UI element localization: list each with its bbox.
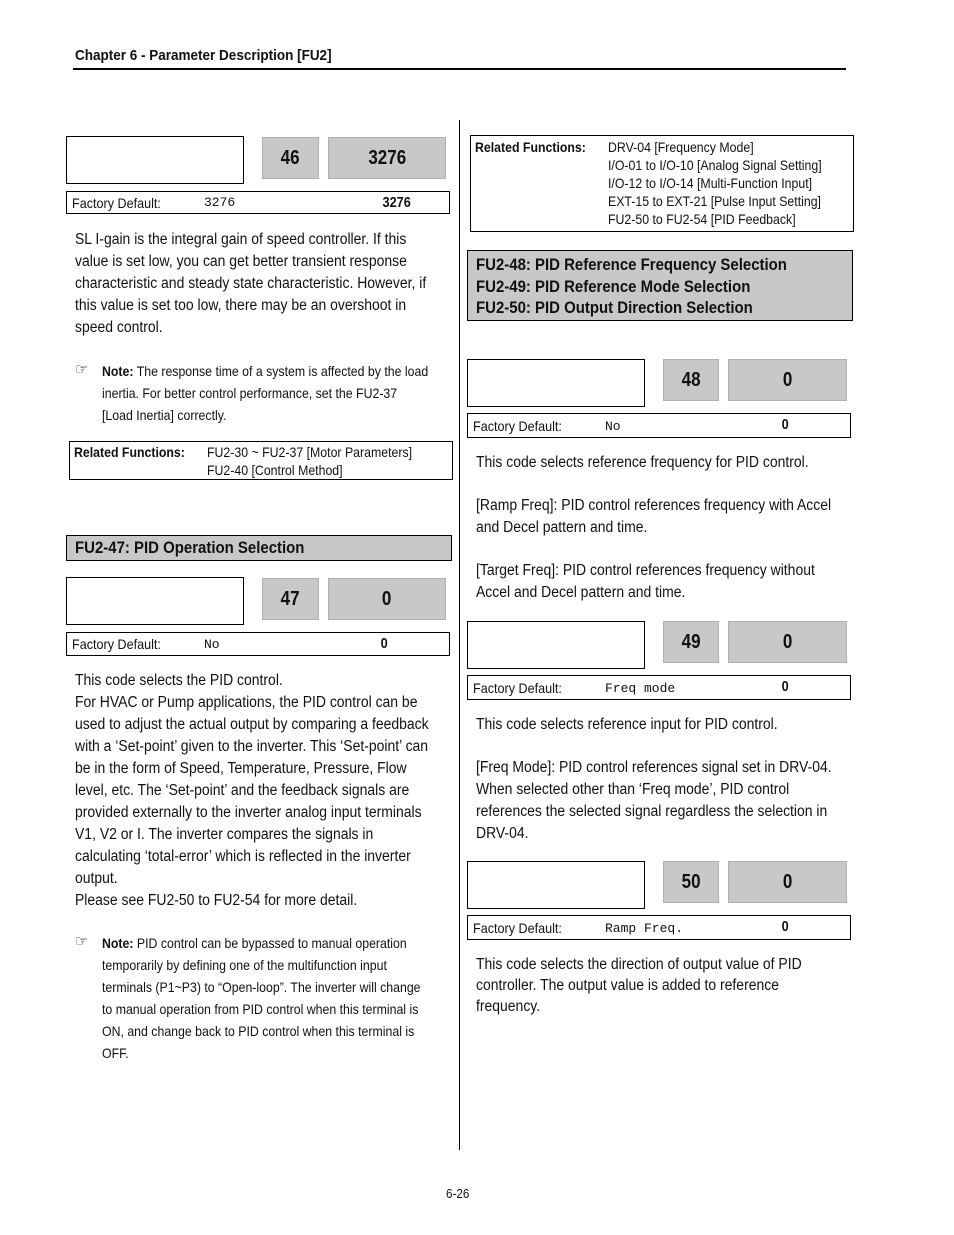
lcd-line-1 xyxy=(473,908,639,909)
lcd-display-46 xyxy=(66,136,244,184)
header-rule xyxy=(73,68,846,70)
factory-default-display: No xyxy=(605,419,621,434)
note-open-loop: Note: PID control can be bypassed to manual operation temporarily by defining one of the multifunction input terminals (P1~P3) to “Open-loop”. The inverter will change to manual operation from PID control when this terminal is ON, and change back to PID control when this terminal is OFF. xyxy=(102,935,421,1061)
pointing-hand-icon: ☞ xyxy=(75,933,89,950)
code-label: 48 xyxy=(681,368,701,391)
chapter-header: Chapter 6 - Parameter Description [FU2] xyxy=(75,47,332,64)
value-key-46 xyxy=(328,137,446,179)
factory-default-value: 0 xyxy=(781,918,789,935)
note-label: Note: xyxy=(102,363,134,379)
code-key-48 xyxy=(663,359,719,401)
paragraph-pid-ref: This code selects reference frequency for PID control. [Ramp Freq]: PID control references frequency with Accel and Decel pattern and time. [Target Freq]: PID control references frequency without Accel and Decel pattern and time. xyxy=(476,454,832,601)
related-functions-list: FU2-30 ~ FU2-37 [Motor Parameters] FU2-40 [Control Method] xyxy=(207,444,413,478)
column-divider xyxy=(459,120,460,1150)
factory-default-value: 0 xyxy=(781,416,789,433)
paragraph-pid-out-dir: This code selects the direction of output value of PID controller. The output value is added to reference frequency. xyxy=(476,956,802,1015)
paragraph-pid-ref-mode: This code selects reference input for PID control. [Freq Mode]: PID control references signal set in DRV-04. When selected other than ‘Freq mode’, PID control references the selected signal regardless the selection in DRV-04. xyxy=(476,716,832,842)
factory-default-display: Freq mode xyxy=(605,681,676,696)
factory-default-label: Factory Default: xyxy=(72,636,161,652)
code-label: 50 xyxy=(681,870,701,893)
factory-default-47 xyxy=(66,632,450,656)
factory-default-label: Factory Default: xyxy=(473,417,562,434)
factory-default-display: 3276 xyxy=(204,195,236,210)
factory-default-value: 3276 xyxy=(382,194,411,211)
pointing-hand-icon: ☞ xyxy=(75,361,89,378)
related-functions-label: Related Functions: xyxy=(74,444,185,460)
code-key-47 xyxy=(262,578,319,620)
value-label: 0 xyxy=(382,587,392,610)
factory-default-48 xyxy=(467,413,851,438)
lcd-line-1 xyxy=(473,668,639,669)
paragraph-sl-igain: SL I-gain is the integral gain of speed controller. If this value is set low, you can get better transient response characteristic and steady state characteristic. However, if this value is set too low, there may be an overshoot in speed control. xyxy=(75,231,427,336)
factory-default-49 xyxy=(467,675,851,700)
factory-default-label: Factory Default: xyxy=(473,679,562,696)
code-key-49 xyxy=(663,621,719,663)
lcd-display-50 xyxy=(467,861,645,909)
code-key-46 xyxy=(262,137,319,179)
factory-default-display: Ramp Freq. xyxy=(605,921,684,936)
value-key-49 xyxy=(728,621,847,663)
factory-default-value: 0 xyxy=(781,678,789,695)
value-key-48 xyxy=(728,359,847,401)
lcd-display-49 xyxy=(467,621,645,669)
note-load-inertia: Note: The response time of a system is affected by the load inertia. For better control performance, set the FU2-37 [Load Inertia] correctly. xyxy=(102,363,429,423)
factory-default-50 xyxy=(467,915,851,940)
note-label: Note: xyxy=(102,935,134,951)
factory-default-display: No xyxy=(204,637,220,652)
factory-default-label: Factory Default: xyxy=(473,919,562,936)
code-label: 47 xyxy=(281,587,300,610)
lcd-line-1 xyxy=(473,406,639,407)
factory-default-value: 0 xyxy=(380,635,388,652)
code-key-50 xyxy=(663,861,719,903)
section-title-47: FU2-47: PID Operation Selection xyxy=(66,535,452,561)
value-label: 0 xyxy=(782,630,793,653)
value-key-47 xyxy=(328,578,446,620)
code-label: 46 xyxy=(281,146,300,169)
factory-default-46 xyxy=(66,191,450,214)
value-key-50 xyxy=(728,861,847,903)
paragraph-pid-operation: This code selects the PID control. For HVAC or Pump applications, the PID control can be used to adjust the actual output by comparing a feedback with a ‘Set-point’ given to the inverter. This ‘Set-point’ can be in the form of Speed, Temperature, Pressure, Flow level, etc. The ‘Set-point’ and the feedback signals are provided externally to the inverter analog input terminals V1, V2 or I. The inverter compares the signals in calculating ‘total-error’ which is reflected in the inverter output. Please see FU2-50 to FU2-54 for more detail. xyxy=(75,672,429,909)
page-number: 6-26 xyxy=(446,1186,470,1201)
related-functions-label: Related Functions: xyxy=(475,139,586,155)
lcd-display-48 xyxy=(467,359,645,407)
lcd-display-47 xyxy=(66,577,244,625)
code-label: 49 xyxy=(681,630,701,653)
related-functions-box-1 xyxy=(69,441,453,480)
lcd-line-1 xyxy=(72,183,238,184)
value-label: 0 xyxy=(782,870,793,893)
related-functions-box-2 xyxy=(470,135,854,232)
factory-default-label: Factory Default: xyxy=(72,194,161,211)
related-functions-list: DRV-04 [Frequency Mode] I/O-01 to I/O-10 [Analog Signal Setting] I/O-12 to I/O-14 [Multi-Function Input] EXT-15 to EXT-21 [Pulse Input Setting] FU2-50 to FU2-54 [PID Feedback] xyxy=(608,139,822,227)
value-label: 0 xyxy=(782,368,793,391)
value-label: 3276 xyxy=(368,146,406,169)
lcd-line-1 xyxy=(72,624,238,625)
section-title-48-50: FU2-48: PID Reference Frequency Selection FU2-49: PID Reference Mode Selection FU2-50: PID Output Direction Selection xyxy=(467,250,853,321)
